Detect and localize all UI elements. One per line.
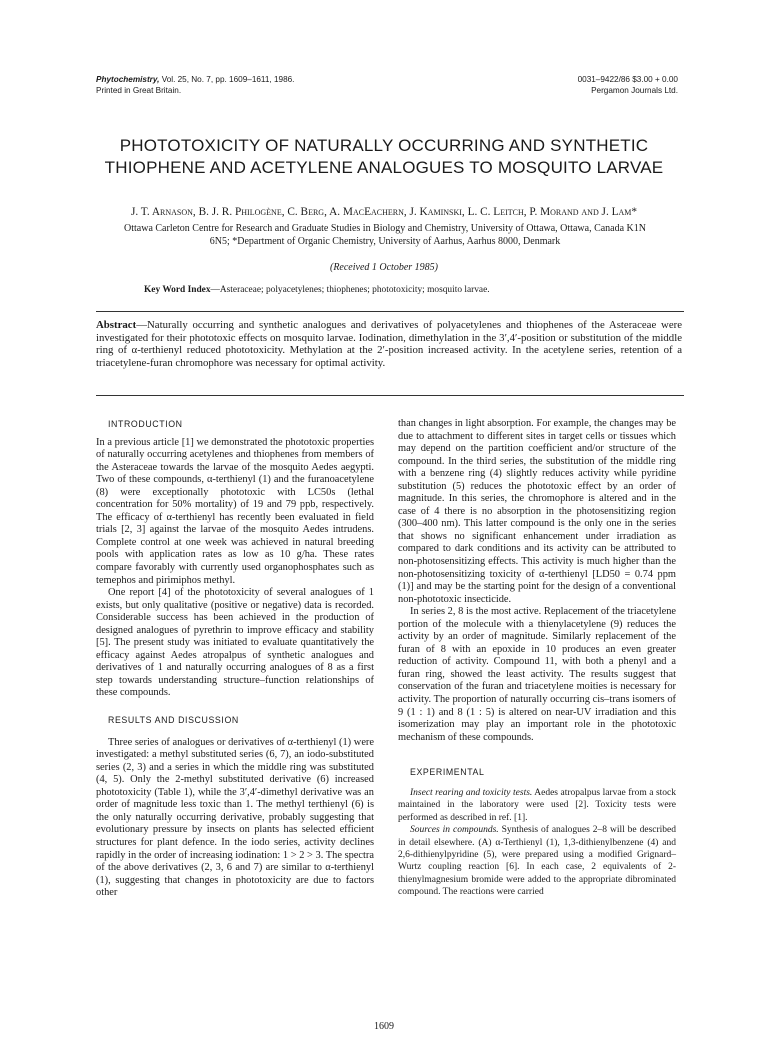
results-heading: RESULTS AND DISCUSSION: [108, 715, 239, 726]
keyword-label: Key Word Index: [144, 285, 211, 295]
intro-paragraph-2: One report [4] of the phototoxicity of several analogues of 1 exists, but only qualitative (positive or negative) data is recorded. Considerable success has been achieved in the production of designed analogues of pyrethrin to improve efficacy and stability [5]. The present study was initiated to evaluate quantitatively the efficacy against Aedes atropalpus of synthetic analogues and derivatives of 1 and naturally occurring analogues of 8 as a first step towards understanding structure–function relationships of these compounds.: [96, 587, 374, 699]
journal-citation: Vol. 25, No. 7, pp. 1609–1611, 1986.: [161, 75, 295, 84]
abstract-label: Abstract: [96, 319, 137, 331]
authors: J. T. Arnason, B. J. R. Philogène, C. Berg, A. MacEachern, J. Kaminski, L. C. Leitch, P. Morand and J. Lam*: [130, 206, 638, 218]
exp-p1-label: Insect rearing and toxicity tests.: [410, 787, 533, 798]
left-column: [96, 418, 374, 900]
affiliation-line-1: Ottawa Carleton Centre for Research and Graduate Studies in Biology and Chemistry, University of Ottawa, Ottawa, Canada K1N: [124, 223, 646, 234]
abstract: [96, 319, 682, 369]
results-paragraph-1: Three series of analogues or derivatives of α-terthienyl (1) were investigated: a methyl substituted series (6, 7), an iodo-substituted series (2, 3) and a series in which the middle ring was substituted (4, 5). Only the 2-methyl substituted derivative (6) increased phototoxicity (Table 1), while the 3′,4′-dimethyl derivative was an order of magnitude less toxic than 1. The methyl terthienyl (6) is the only naturally occurring derivative, probably suggesting that evolutionary pressure by insects on plants has selected efficient structures for plant defence. In the iodo series, activity declines rapidly in the order of increasing iodination: 1 > 2 > 3. The spectra of the above derivatives (2, 3, 6 and 7) are similar to α-terthienyl (1), suggesting that changes in phototoxicity are due to factors other: [96, 736, 374, 899]
results-paragraph-2: In series 2, 8 is the most active. Replacement of the triacetylene portion of the molecule with a thienylacetylene (9) reduces the activity by an order of magnitude. Similarly replacement of the furan of 8 with an epoxide in 10 produces an even greater reduction of activity. Compound 11, with both a phenyl and a furan ring, showed the least activity. The results suggest that conservation of the furan and triacetylene moities is necessary for activity. The proportion of naturally occurring cis–trans isomers of 9 (1 : 1) and 8 (1 : 5) is altered on near-UV irradiation and this isomerization may play an important role in the phototoxic mechanism of these compounds.: [398, 606, 676, 743]
publisher: Pergamon Journals Ltd.: [591, 85, 678, 95]
experimental-paragraph-2: [398, 824, 676, 899]
affiliation: [90, 222, 680, 248]
article-title: [80, 135, 688, 179]
abstract-top-rule: [96, 311, 684, 312]
results-paragraph-1-continued: than changes in light absorption. For example, the changes may be due to attachment to different sites in target cells or tissues which may depend on the partition coefficient and/or structure of the compound. In the third series, the substitution of the middle ring with a benzene ring (4) slightly reduces activity while pyridine substitution (5) reduces the phototoxic effect by an order of magnitude. In this series, the chromophore is altered and in the case of 4 there is no absorption in the photosensitizing region (300–400 nm). This latter compound is the only one in the series that shows no significant enhancement under irradiation as compared to dark conditions and its activity can be attributed to non-photosensitizing effects. This activity is much higher than the non-photosensitizing toxicity of α-terthienyl [LD50 = 0.74 ppm (1)] and may be the starting point for the design of a conventional non-phototoxic insecticide.: [398, 418, 676, 605]
abstract-text: —Naturally occurring and synthetic analogues and derivatives of polyacetylenes and thiophenes of the Asteraceae were investigated for their phototoxic effects on mosquito larvae. Iodination, dimethylation in the 3′,4′-position or substitution of the middle ring of α-terthienyl reduced phototoxicity. Methylation at the 2′-position increased activity. In the acetylene series, retention of a triacetylene-furan chromophore was necessary for optimal activity.: [96, 319, 682, 369]
exp-p2-text: Synthesis of analogues 2–8 will be described in detail elsewhere. (A) α-Terthienyl (1), 1,3-dithienylbenzene (4) and 2,6-dithienylpyridine (5), were prepared using a modified Grignard–Wurtz coupling reaction [6]. In each case, 2 equivalents of 2-thienylmagnesium bromide were added to the appropriate dibrominated compound. The reactions were carried: [398, 825, 676, 898]
keyword-index: [144, 285, 490, 295]
received-date: (Received 1 October 1985): [329, 262, 438, 273]
keyword-text: —Asteraceae; polyacetylenes; thiophenes; phototoxicity; mosquito larvae.: [210, 285, 490, 295]
introduction-heading: INTRODUCTION: [108, 419, 183, 429]
page-number: 1609: [374, 1021, 394, 1032]
title-line-2: THIOPHENE AND ACETYLENE ANALOGUES TO MOSQUITO LARVAE: [104, 158, 664, 177]
abstract-bottom-rule: [96, 395, 684, 396]
right-column: [398, 418, 676, 899]
experimental-heading: EXPERIMENTAL: [410, 767, 485, 778]
article-code: 0031–9422/86 $3.00 + 0.00: [577, 75, 678, 84]
experimental-paragraph-1: [398, 787, 676, 824]
intro-paragraph-1: In a previous article [1] we demonstrated the phototoxic properties of naturally occurring acetylenes and thiophenes from members of the Asteraceae towards the larvae of the mosquito Aedes aegypti. Two of these compounds, α-terthienyl (1) and the furanoacetylene (8) were exceptionally phototoxic with LC50s (lethal concentration for 50% mortality) of 19 and 79 ppb, respectively. The efficacy of α-terthienyl has recently been evaluated in field trials [2, 3] against the larvae of the mosquito Aedes intrudens. Complete control at one week was achieved in natural breeding pools with application rates as low as 10 g/ha. These rates compare favorably with currently used organophosphates such as temephos and pirimiphos methyl.: [96, 436, 374, 586]
printed-in: Printed in Great Britain.: [96, 85, 182, 95]
title-line-1: PHOTOTOXICITY OF NATURALLY OCCURRING AND SYNTHETIC: [119, 136, 649, 155]
experimental-section: [398, 787, 676, 899]
exp-p1-text: Aedes atropalpus larvae from a stock maintained in the laboratory were used [2]. Toxicity tests were performed as described in ref. [1].: [398, 787, 676, 823]
journal-name: Phytochemistry,: [96, 75, 160, 84]
running-header-left: [96, 75, 294, 96]
affiliation-line-2: 6N5; *Department of Organic Chemistry, University of Aarhus, Aarhus 8000, Denmark: [209, 236, 561, 247]
exp-p2-label: Sources in compounds.: [410, 825, 499, 836]
running-header-right: [578, 75, 678, 96]
